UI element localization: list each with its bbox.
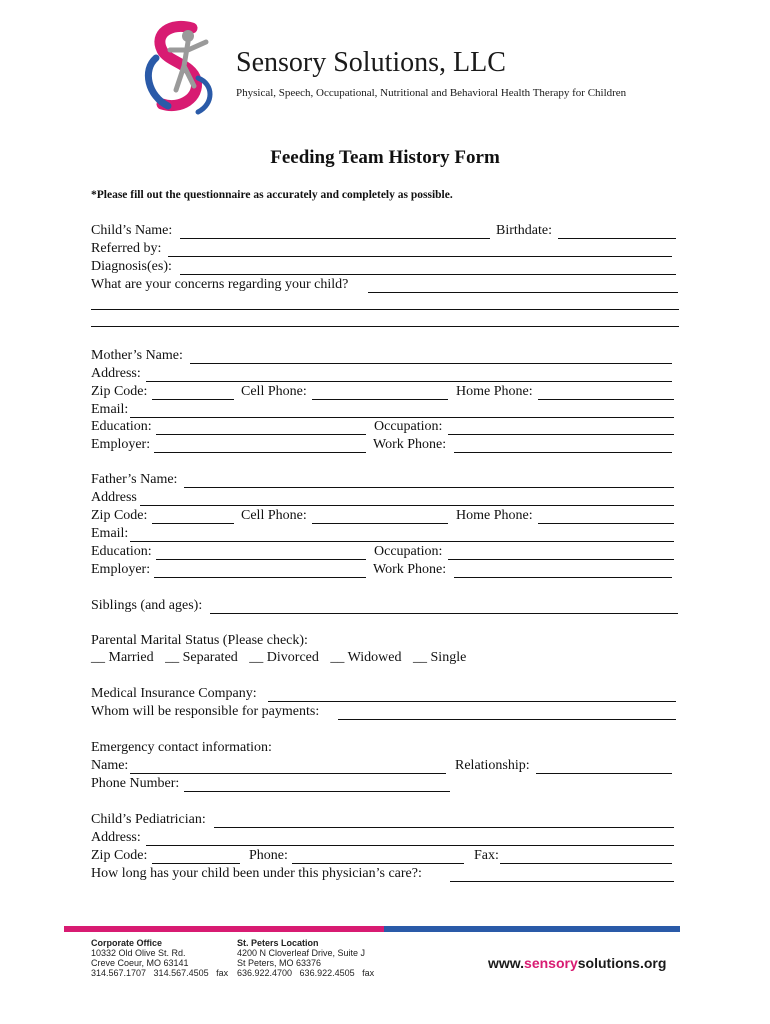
- mother-occupation-field[interactable]: [448, 434, 674, 435]
- father-address-field[interactable]: [140, 505, 674, 506]
- concerns-line-3[interactable]: [91, 326, 679, 327]
- siblings-field[interactable]: [210, 613, 678, 614]
- url-highlight: sensory: [524, 955, 578, 971]
- mother-occupation-label: Occupation:: [374, 419, 443, 434]
- url-suffix: solutions.org: [577, 955, 667, 971]
- pediatrician-phone-field[interactable]: [292, 863, 464, 864]
- father-zip-field[interactable]: [152, 523, 234, 524]
- childs-name-label: Child’s Name:: [91, 223, 173, 238]
- st-peters-line2: St Peters, MO 63376: [237, 958, 322, 968]
- pediatrician-address-label: Address:: [91, 830, 141, 845]
- st-peters-line3: 636.922.4700 636.922.4505 fax: [237, 968, 375, 978]
- father-home-label: Home Phone:: [456, 508, 533, 523]
- father-occupation-label: Occupation:: [374, 544, 443, 559]
- mother-employer-label: Employer:: [91, 437, 151, 452]
- fathers-name-label: Father’s Name:: [91, 472, 178, 487]
- corporate-office-line1: 10332 Old Olive St. Rd.: [91, 948, 186, 958]
- mother-work-phone-field[interactable]: [454, 452, 672, 453]
- emergency-phone-label: Phone Number:: [91, 776, 180, 791]
- father-email-field[interactable]: [130, 541, 674, 542]
- fathers-name-field[interactable]: [184, 487, 674, 488]
- pediatrician-phone-label: Phone:: [249, 848, 288, 863]
- form-title: Feeding Team History Form: [270, 147, 500, 168]
- corporate-office-line2: Creve Coeur, MO 63141: [91, 958, 189, 968]
- marital-status-label: Parental Marital Status (Please check):: [91, 633, 308, 648]
- mother-cell-label: Cell Phone:: [241, 384, 307, 399]
- mother-cell-field[interactable]: [312, 399, 448, 400]
- mother-email-label: Email:: [91, 402, 129, 417]
- url-prefix: www.: [488, 955, 525, 971]
- marital-option-separated[interactable]: __ Separated: [165, 650, 238, 665]
- referred-by-label: Referred by:: [91, 241, 162, 256]
- father-home-field[interactable]: [538, 523, 674, 524]
- childs-name-field[interactable]: [180, 238, 490, 239]
- concerns-label: What are your concerns regarding your child?: [91, 277, 349, 292]
- st-peters-block: [237, 938, 374, 978]
- marital-option-single[interactable]: __ Single: [413, 650, 467, 665]
- company-name: Sensory Solutions, LLC: [236, 47, 506, 78]
- insurance-company-field[interactable]: [268, 701, 676, 702]
- marital-option-married[interactable]: __ Married: [91, 650, 154, 665]
- website-url[interactable]: [488, 955, 666, 971]
- st-peters-line1: 4200 N Cloverleaf Drive, Suite J: [237, 948, 366, 958]
- diagnosis-label: Diagnosis(es):: [91, 259, 172, 274]
- company-tagline: Physical, Speech, Occupational, Nutritional and Behavioral Health Therapy for Children: [236, 87, 627, 99]
- pediatrician-duration-label: How long has your child been under this physician’s care?:: [91, 866, 422, 881]
- pediatrician-zip-field[interactable]: [152, 863, 240, 864]
- father-employer-label: Employer:: [91, 562, 151, 577]
- emergency-name-label: Name:: [91, 758, 129, 773]
- mother-address-field[interactable]: [146, 381, 672, 382]
- father-education-label: Education:: [91, 544, 152, 559]
- emergency-phone-field[interactable]: [184, 791, 450, 792]
- mothers-name-label: Mother’s Name:: [91, 348, 183, 363]
- father-occupation-field[interactable]: [448, 559, 674, 560]
- pediatrician-fax-label: Fax:: [474, 848, 499, 863]
- father-email-label: Email:: [91, 526, 129, 541]
- birthdate-label: Birthdate:: [496, 223, 552, 238]
- responsible-payments-label: Whom will be responsible for payments:: [91, 704, 320, 719]
- father-work-phone-label: Work Phone:: [373, 562, 447, 577]
- birthdate-field[interactable]: [558, 238, 676, 239]
- emergency-relationship-label: Relationship:: [455, 758, 530, 773]
- marital-status-options: [91, 649, 474, 667]
- referred-by-field[interactable]: [168, 256, 672, 257]
- father-address-label: Address: [91, 490, 137, 505]
- mother-home-label: Home Phone:: [456, 384, 533, 399]
- form-instructions: *Please fill out the questionnaire as accurately and completely as possible.: [91, 189, 453, 201]
- mothers-name-field[interactable]: [190, 363, 672, 364]
- pediatrician-zip-label: Zip Code:: [91, 848, 148, 863]
- father-employer-field[interactable]: [154, 577, 366, 578]
- father-cell-label: Cell Phone:: [241, 508, 307, 523]
- marital-option-divorced[interactable]: __ Divorced: [249, 650, 319, 665]
- diagnosis-field[interactable]: [180, 274, 676, 275]
- mother-education-field[interactable]: [156, 434, 366, 435]
- mother-employer-field[interactable]: [154, 452, 366, 453]
- footer-bar-blue: [384, 926, 680, 932]
- mother-zip-label: Zip Code:: [91, 384, 148, 399]
- st-peters-title: St. Peters Location: [237, 938, 319, 948]
- concerns-line-2[interactable]: [91, 309, 679, 310]
- pediatrician-label: Child’s Pediatrician:: [91, 812, 206, 827]
- father-zip-label: Zip Code:: [91, 508, 148, 523]
- pediatrician-field[interactable]: [214, 827, 674, 828]
- father-education-field[interactable]: [156, 559, 366, 560]
- marital-option-widowed[interactable]: __ Widowed: [330, 650, 402, 665]
- pediatrician-fax-field[interactable]: [500, 863, 672, 864]
- emergency-contact-label: Emergency contact information:: [91, 740, 272, 755]
- pediatrician-duration-field[interactable]: [450, 881, 674, 882]
- corporate-office-line3: 314.567.1707 314.567.4505 fax: [91, 968, 229, 978]
- emergency-relationship-field[interactable]: [536, 773, 672, 774]
- emergency-name-field[interactable]: [130, 773, 446, 774]
- concerns-field[interactable]: [368, 292, 678, 293]
- mother-home-field[interactable]: [538, 399, 674, 400]
- footer-bar-pink: [64, 926, 384, 932]
- father-work-phone-field[interactable]: [454, 577, 672, 578]
- corporate-office-block: [91, 938, 228, 978]
- responsible-payments-field[interactable]: [338, 719, 676, 720]
- siblings-label: Siblings (and ages):: [91, 598, 203, 613]
- mother-education-label: Education:: [91, 419, 152, 434]
- mother-work-phone-label: Work Phone:: [373, 437, 447, 452]
- pediatrician-address-field[interactable]: [146, 845, 674, 846]
- corporate-office-title: Corporate Office: [91, 938, 163, 948]
- mother-zip-field[interactable]: [152, 399, 234, 400]
- father-cell-field[interactable]: [312, 523, 448, 524]
- mother-address-label: Address:: [91, 366, 141, 381]
- insurance-company-label: Medical Insurance Company:: [91, 686, 257, 701]
- sensory-solutions-logo-icon: [140, 20, 220, 116]
